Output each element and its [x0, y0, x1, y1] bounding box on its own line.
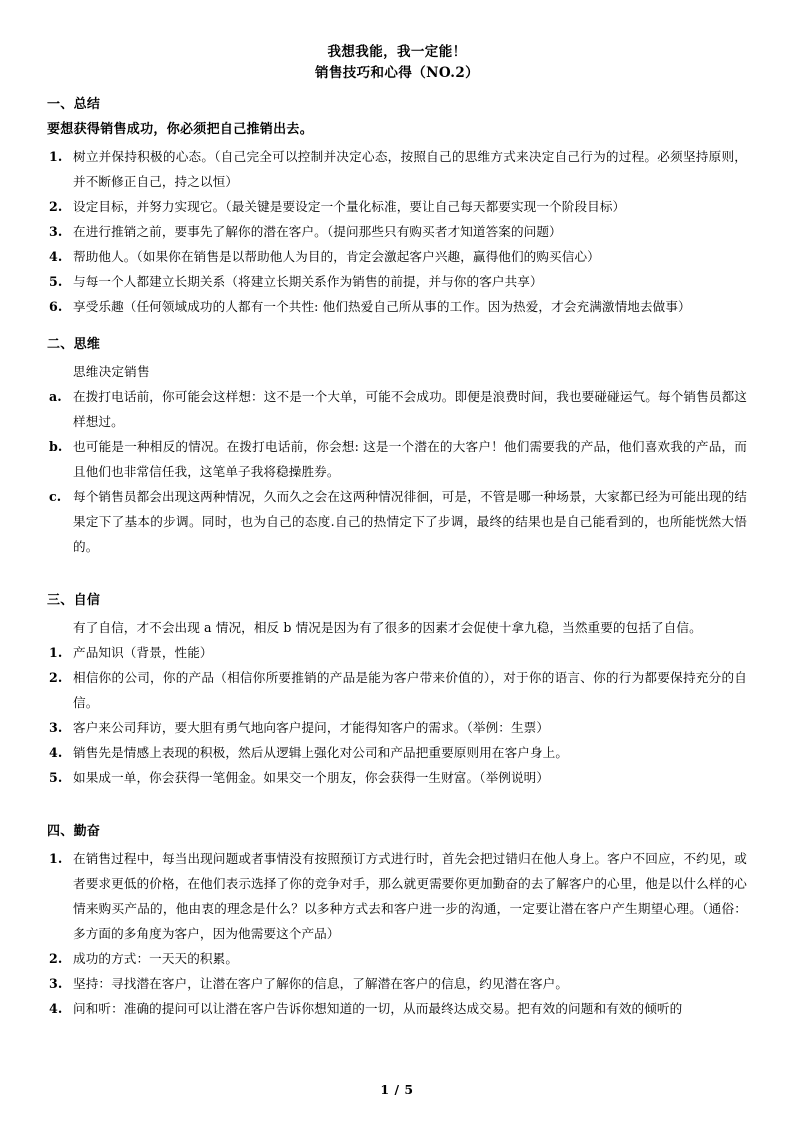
- list-marker: 3.: [49, 976, 63, 991]
- list-item-text: 在拨打电话前，你可能会这样想：这不是一个大单，可能不会成功。即便是浪费时间，我也要碰碰运气。每个销售员都这样想过。: [73, 389, 747, 429]
- section-1-list: [47, 144, 747, 319]
- list-marker: 1.: [49, 645, 63, 660]
- list-item: [47, 269, 747, 294]
- list-item-text: 客户来公司拜访，要大胆有勇气地向客户提问，才能得知客户的需求。（举例：生票）: [73, 720, 550, 735]
- section-heading-1: 一、总结: [47, 97, 101, 112]
- list-marker: 1.: [49, 149, 63, 164]
- list-marker: 5.: [49, 770, 63, 785]
- list-marker: a.: [49, 389, 62, 404]
- list-item: [47, 665, 747, 715]
- section-spacer: [47, 559, 747, 575]
- list-item: [47, 846, 747, 946]
- list-item: [47, 740, 747, 765]
- section-2-list: [47, 384, 747, 559]
- list-item: [47, 640, 747, 665]
- list-item: [47, 219, 747, 244]
- list-item-text: 帮助他人。（如果你在销售是以帮助他人为目的，肯定会激起客户兴趣，赢得他们的购买信心）: [73, 249, 600, 264]
- list-marker: 2.: [49, 951, 63, 966]
- list-marker: 1.: [49, 851, 63, 866]
- list-item: [47, 715, 747, 740]
- list-item: [47, 384, 747, 434]
- section-2-intro: 思维决定销售: [73, 364, 150, 379]
- list-item-text: 成功的方式：一天天的积累。: [73, 951, 239, 966]
- list-item: [47, 971, 747, 996]
- section-heading-4: 四、勤奋: [47, 824, 101, 839]
- section-spacer: [47, 790, 747, 806]
- list-item-text: 问和听：准确的提问可以让潜在客户告诉你想知道的一切，从而最终达成交易。把有效的问题和有效的倾听的: [73, 1001, 683, 1016]
- list-marker: b.: [49, 439, 63, 454]
- list-item-text: 也可能是一种相反的情况。在拨打电话前，你会想: 这是一个潜在的大客户！他们需要我的产品，他们喜欢我的产品，而且他们也非常信任我，这笔单子我将稳操胜券。: [73, 439, 747, 479]
- list-marker: 2.: [49, 199, 63, 214]
- section-heading-2: 二、思维: [47, 337, 101, 352]
- list-item-text: 在进行推销之前，要事先了解你的潜在客户。（提问那些只有购买者才知道答案的问题）: [73, 224, 562, 239]
- list-item-text: 销售先是情感上表现的积极，然后从逻辑上强化对公司和产品把重要原则用在客户身上。: [73, 745, 569, 760]
- list-marker: 4.: [49, 1001, 63, 1016]
- list-item: [47, 294, 747, 319]
- list-marker: 3.: [49, 720, 63, 735]
- list-item-text: 如果成一单，你会获得一笔佣金。如果交一个朋友，你会获得一生财富。（举例说明）: [73, 770, 550, 785]
- list-marker: 5.: [49, 274, 63, 289]
- list-item: [47, 434, 747, 484]
- list-marker: 6.: [49, 299, 63, 314]
- list-item-text: 树立并保持积极的心态。（自己完全可以控制并决定心态，按照自己的思维方式来决定自己行为的过程。必须坚持原则，并不断修正自己，持之以恒）: [73, 149, 747, 189]
- list-item: [47, 144, 747, 194]
- document-subtitle: 销售技巧和心得（NO.2）: [314, 65, 480, 81]
- page-number-footer: 1 / 5: [380, 1082, 414, 1097]
- document-content: [47, 42, 747, 1021]
- list-marker: 4.: [49, 249, 63, 264]
- document-title: 我想我能，我一定能！: [327, 44, 467, 60]
- list-item-text: 享受乐趣（任何领域成功的人都有一个共性: 他们热爱自己所从事的工作。因为热爱，才会充满激情地去做事）: [73, 299, 691, 314]
- section-4-list: [47, 846, 747, 1021]
- list-item: [47, 484, 747, 559]
- list-item: [47, 194, 747, 219]
- list-item-text: 相信你的公司，你的产品（相信你所要推销的产品是能为客户带来价值的），对于你的语言、你的行为都要保持充分的自信。: [73, 670, 747, 710]
- list-item: [47, 244, 747, 269]
- list-item: [47, 765, 747, 790]
- list-marker: 3.: [49, 224, 63, 239]
- list-item-text: 设定目标，并努力实现它。（最关键是要设定一个量化标准，要让自己每天都要实现一个阶段目标）: [73, 199, 626, 214]
- section-3-intro: 有了自信，才不会出现 a 情况，相反 b 情况是因为有了很多的因素才会促使十拿九稳，当然重要的包括了自信。: [73, 620, 702, 635]
- list-marker: 4.: [49, 745, 63, 760]
- list-item-text: 在销售过程中，每当出现问题或者事情没有按照预订方式进行时，首先会把过错归在他人身上。客户不回应，不约见，或者要求更低的价格，在他们表示选择了你的竞争对手，那么就更需要你更加勤奋的去了解客户的心里，他是以什么样的心情来购买产品的，他由衷的理念是什么？以多种方式去和客户进一步的沟通，一定要让潜在客户产生期望心理。（通俗：多方面的多角度为客户，因为他需要这个产品）: [73, 851, 747, 941]
- list-item-text: 产品知识（背景，性能）: [73, 645, 213, 660]
- list-marker: c.: [49, 489, 62, 504]
- list-item-text: 与每一个人都建立长期关系（将建立长期关系作为销售的前提，并与你的客户共享）: [73, 274, 543, 289]
- list-marker: 2.: [49, 670, 63, 685]
- list-item-text: 每个销售员都会出现这两种情况，久而久之会在这两种情况徘徊，可是，不管是哪一种场景，大家都已经为可能出现的结果定下了基本的步调。同时，也为自己的态度.自己的热情定下了步调，最终的结果也是自己能看到的，也所能恍然大悟的。: [73, 489, 747, 554]
- list-item: [47, 946, 747, 971]
- section-1-lead: 要想获得销售成功，你必须把自己推销出去。: [47, 122, 314, 137]
- list-item: [47, 996, 747, 1021]
- section-heading-3: 三、自信: [47, 593, 101, 608]
- section-3-list: [47, 640, 747, 790]
- list-item-text: 坚持：寻找潜在客户，让潜在客户了解你的信息，了解潜在客户的信息，约见潜在客户。: [73, 976, 569, 991]
